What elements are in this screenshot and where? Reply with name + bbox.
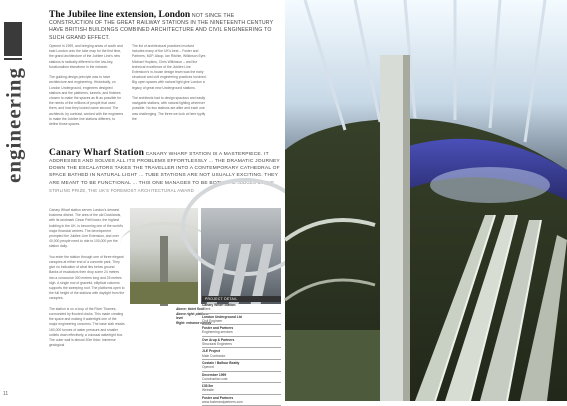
detail-value: Construction cost (202, 376, 228, 381)
station-illustration (285, 0, 567, 401)
detail-key: Canary Wharf Station (202, 303, 236, 307)
article2-column-1: Canary Wharf station serves London's densest business district. The area of the old Docklands, with its landmark Cesar Pelli tower, the highest building in the UK, is becoming one of the world's major financial centres. The development prompted the Jubilee Line Extension, and over 40,000 people need to ride to 100,000 per the station daily. You enter the station through one of three elegant canopies at either end of a concrete park. They give no indication of what lies below ground. Banks of escalators then drop some 24 metres into a concourse 300 metres long and 25 metres high. A single row of graceful, elliptical columns supports the sweeping roof. The platforms open to the full height of the stations with daylight from the canopies. The station is on a loop of the River Thames, surrounded by flooded docks. This made creating the space and making it watertight one of the major engineering concerns. The base slab resists 160,000 tonnes of water pressure and smaller outlets drain effectively, a colossal watertight box. The outer wall is almost 30m thick: immense geological (49, 208, 125, 348)
article-title: The Jubilee line extension, London (49, 10, 191, 20)
detail-value: Main Contractor (202, 353, 226, 358)
detail-key: Foster and Partners (202, 326, 234, 331)
detail-row (202, 337, 281, 349)
article1-column-1: Opened in 1999, and bringing areas of south and east London onto the tube map for the first time, the grand architecture of the Jubilee Line's new stations is radically different to the low-key, functionalism elsewhere in the network. The guiding design principle was to have architecture and engineering. Historically, on London Underground, engineers designed stations and the platforms, tunnels, and finishes chosen to make the spaces as fit as possible for the needs of the millions of people that used them, and how they looked came second. The architects, by contrast, worked with the engineers to make the Jubilee line stations different, to define those spaces. (49, 44, 124, 127)
divider (4, 58, 22, 60)
detail-row (202, 348, 281, 360)
detail-value: Opened (202, 365, 214, 370)
section-tab-marker (4, 22, 22, 56)
detail-row (202, 314, 281, 326)
project-detail-header: PROJECT DETAIL (202, 296, 281, 302)
detail-row (202, 372, 281, 384)
detail-value: Engineering services (202, 330, 233, 335)
photo-ground (130, 282, 198, 304)
article-subtitle: NOT SINCE THE CONSTRUCTION OF THE GREAT RAILWAY STATIONS IN THE NINETEENTH CENTURY HAVE BRITISH BUILDINGS COMBINED ARCHITECTURE AND CIVIL ENGINEERING TO SUCH GRAND EFFECT. (49, 13, 274, 41)
detail-value: Client (202, 307, 211, 312)
article1-column-2: The list of architectural practices involved includes many of the UK's best – Foster and Partners, MJP, Alsop, Ian Ritchie, Wilkinson Eyre, Michael Hopkins, Chris Wilkinson – and the technical excellence of the Jubilee Line Extension's in-house design team was the early structural and civil engineering practices involved. Big open spaces with natural light give London a legacy of great new Underground stations. The architects had to design spacious and easily navigable stations, with natural lighting wherever possible. No two stations are alike and each one was challenging. The three we look at here typify the (132, 44, 207, 121)
detail-value: Structural Engineers (202, 342, 232, 347)
detail-key: JLE Project (202, 349, 221, 354)
project-detail-box (202, 296, 281, 406)
detail-key: Costain / Balfour Beatty (202, 360, 240, 365)
article2-title: Canary Wharf Station (49, 148, 145, 158)
detail-row (202, 383, 281, 395)
photo-caption: Above: ticket floor Above right: platform level Right: entrance canopy (176, 307, 212, 325)
detail-key: London Underground Ltd (202, 314, 242, 319)
detail-value: Civil Engineer (202, 318, 223, 323)
detail-key: Foster and Partners (202, 395, 234, 400)
detail-row (202, 360, 281, 372)
escalator-hall-photo (285, 0, 567, 401)
platform-photo (201, 208, 281, 304)
detail-value: www.fosterandpartners.com (202, 400, 243, 405)
detail-key: December 1999 (202, 372, 227, 377)
detail-row (202, 302, 281, 314)
page-number: 11 (3, 391, 9, 397)
detail-row (202, 325, 281, 337)
detail-value: Website (202, 388, 214, 393)
section-sidebar (0, 0, 30, 401)
section-label (1, 67, 27, 183)
detail-row (202, 395, 281, 406)
section-label-text: engineering (1, 67, 26, 183)
detail-key: £35.5m (202, 384, 214, 389)
article2-attribution: THE JUDGES OF THE STIRLING PRIZE, THE UK'S FOREMOST ARCHITECTURAL AWARD (49, 180, 275, 193)
article-header-jubilee (49, 12, 279, 42)
detail-key: Ove Arup & Partners (202, 337, 235, 342)
article2-subtitle: CANARY WHARF STATION IS A MASTERPIECE. IT ADDRESSES AND SOLVES ALL ITS PROBLEMS EFFORTLESSLY ... THE DRAMATIC JOURNEY DOWN THE ESCALATORS TAKES THE TRAVELLER INTO A CONTEMPORARY CATHEDRAL OF SPACE BATHED IN NATURAL LIGHT ... TUBE STATIONS ARE NOT USUALLY EXCITING. THEY ARE MEANT TO BE FUNCTIONAL ... THIS ONE MANAGES TO BE BOTH. (49, 152, 280, 186)
